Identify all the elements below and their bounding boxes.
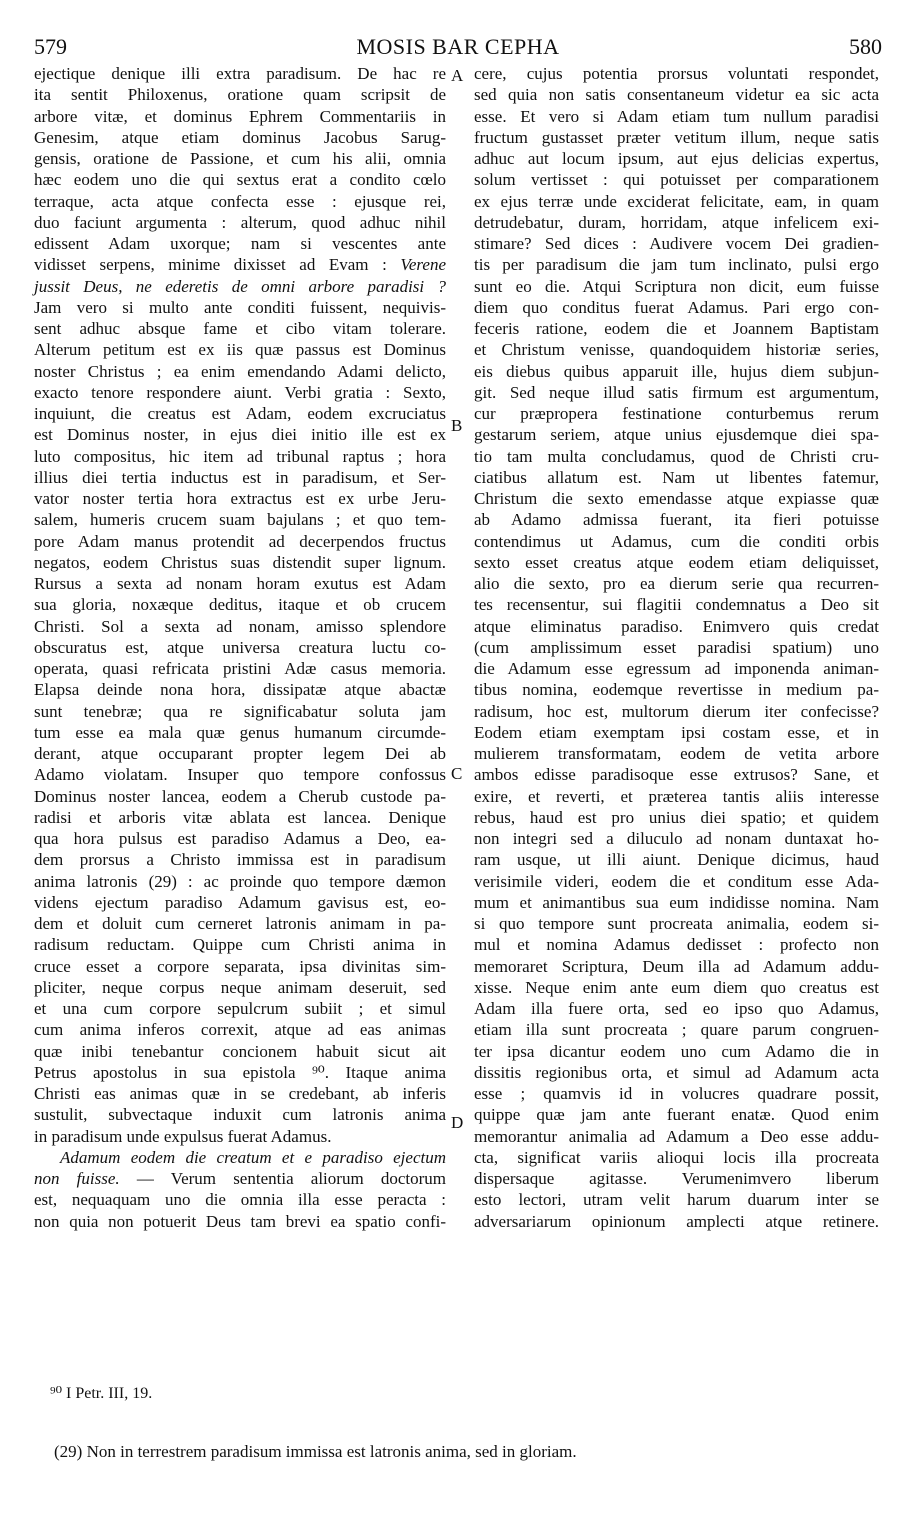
text-line: ex ejus terræ unde exciderat felicitate, eam, in quam	[474, 191, 879, 211]
running-title: MOSIS BAR CEPHA	[356, 34, 560, 59]
text-line: detrudebatur, duram, horridam, atque infelicem exi-	[474, 212, 879, 232]
text-line: Christum die sexto emendasse atque expiasse quæ	[474, 489, 879, 508]
text-line: edissent Adam uxorque; nam si vescentes ante	[34, 234, 446, 253]
text-line: inquiunt, die creatus est Adam, eodem excruciatus	[34, 404, 446, 423]
text-line: est Dominus noster, in ejus diei initio ille est ex	[34, 425, 446, 445]
text-line: cere, cujus potentia prorsus voluntati respondet,	[474, 64, 879, 83]
text-line: pliciter, neque corpus neque animam deseruit, sed	[34, 977, 446, 997]
text-line: etiam illa sunt procreata ; quare parum congruen-	[474, 1020, 879, 1040]
text-line: dispersaque agitasse. Verumenimvero liberum	[474, 1169, 879, 1188]
text-line: radisum, hoc est, multorum dierum iter confecisse?	[474, 701, 879, 721]
text-line-italic: jussit Deus, ne ederetis de omni arbore paradisi ?	[34, 276, 446, 296]
text-line: rebus, haud est pro unius diei spatio; et quidem	[474, 807, 879, 827]
margin-marker-a: A	[451, 66, 464, 85]
text-line: qua hora pulsus est paradiso Adamus a Deo, ea-	[34, 829, 446, 848]
text-line: ter ipsa dicantur eodem uno cum Adamo die in	[474, 1041, 879, 1061]
text-line: in paradisum unde expulsus fuerat Adamus.	[34, 1126, 332, 1146]
text-line: operata, quasi refricata pristini Adæ casus memoria.	[34, 659, 446, 678]
text-line: et Christum venisse, quandoquidem historiæ series,	[474, 340, 879, 360]
footnote-90: ⁹⁰ I Petr. III, 19.	[50, 1385, 153, 1402]
running-header	[34, 34, 882, 60]
text-line: non integri sed a diluculo ad nonam duntaxat ho-	[474, 829, 879, 848]
text-line: Christi. Sol a sexta ad nonam, amisso splendore	[34, 616, 446, 636]
text-line: quippe quæ jam ante fuerant enatæ. Quod enim	[474, 1105, 879, 1125]
right-column	[474, 63, 879, 1232]
text-line: cum anima inferos correxit, atque ad eas animas	[34, 1020, 446, 1040]
text-line: radisum reductam. Quippe cum Christi anima in	[34, 935, 446, 955]
text-line: git. Sed neque illud satis firmum est argumentum,	[474, 382, 879, 402]
text-line: dem prorsus a Christo immissa est in paradisum	[34, 850, 446, 870]
text-line: derant, atque occuparant propter legem Dei ab	[34, 744, 446, 763]
text-line: sua gloria, noxæque deditus, itaque et ob crucem	[34, 595, 446, 615]
text-line: fructum gustasset præter vetitum illum, neque satis	[474, 127, 879, 147]
text-line: luto compositus, hic item ad tribunal raptus ; hora	[34, 446, 446, 466]
text-line: esse. Et vero si Adam etiam tum nullum paradisi	[474, 106, 879, 126]
text-line: Alterum petitum est ex iis quæ passus est Dominus	[34, 340, 446, 360]
text-line: anima latronis (29) : ac proinde quo tempore dæmon	[34, 871, 446, 891]
text-line: (cum amplissimum esset paradisi spatium) uno	[474, 637, 879, 657]
text-line: hæc eodem uno die qui sextus erat a condito cœlo	[34, 170, 446, 190]
text-line: sunt tenebræ; qua re significabatur soluta jam	[34, 701, 446, 721]
text-line: adversariarum opinionum amplecti atque retinere.	[474, 1211, 879, 1231]
text-line: contendimus ut Adamus, cum die conditi orbis	[474, 531, 879, 551]
text-line: xisse. Neque enim ante eum diem quo creatus est	[474, 977, 879, 997]
text-line: tum esse ea mala quæ genus humanum circumde-	[34, 722, 446, 742]
text-line: negatos, eodem Christus suas distendit super lignum.	[34, 552, 446, 572]
text-line: Christi eas animas quæ in se credebant, ab inferis	[34, 1084, 446, 1103]
text-line: ita sentit Philoxenus, oratione quam scripsit de	[34, 85, 446, 105]
text-line: ambos edisse paradisoque esse extrusos? Sane, et	[474, 765, 879, 785]
text-line: esse ; quamvis id in volucres quadrare possit,	[474, 1084, 879, 1103]
text-line: atque eliminatus paradiso. Enimvero quis credat	[474, 616, 879, 636]
quoted-scripture-text: Verene	[400, 255, 446, 275]
text-line: cta, significat variis alioqui locis illa procreata	[474, 1147, 879, 1167]
text-line: ab Adamo admissa fuerant, ita fieri potuisse	[474, 510, 879, 530]
text-line: terraque, acta atque confecta esse : ejusque rei,	[34, 191, 446, 211]
margin-marker-c: C	[451, 764, 463, 783]
text-line: gestarum seriem, atque unius ejusdemque diei spa-	[474, 425, 879, 445]
page-number-left: 579	[34, 34, 67, 59]
text-line: mum et animantibus sua eum indidisse nomina. Nam	[474, 892, 879, 912]
margin-marker-d: D	[451, 1113, 464, 1132]
section-heading-text: non fuisse.	[34, 1169, 120, 1188]
text-line: Petrus apostolus in sua epistola ⁹⁰. Itaque anima	[34, 1062, 446, 1082]
text-line: vator noster tertia hora extractus est ex urbe Jeru-	[34, 489, 446, 508]
text-line: duo faciunt argumenta : alterum, quod adhuc nihil	[34, 212, 446, 232]
text-line: salem, humeris crucem suam bajulans ; et quo tem-	[34, 510, 446, 530]
text-line: dissitis regionibus orta, et simul ad Adamum acta	[474, 1062, 879, 1082]
text-line: alio die sexto, pro ea dierum serie qua recurren-	[474, 574, 879, 593]
text-line: Rursus a sexta ad nonam horam exutus est Adam	[34, 574, 446, 593]
text-line: Genesim, atque etiam dominus Jacobus Sarug-	[34, 127, 446, 147]
text-line: Adamo violatam. Insuper quo tempore confossus	[34, 765, 446, 785]
text-line: adhuc aut locum ipsum, aut ejus delicias expertus,	[474, 149, 879, 168]
text-line: Elapsa deinde nona hora, dissipatæ atque abactæ	[34, 680, 446, 700]
text-line: et una cum corpore sepulcrum subiit ; et simul	[34, 999, 446, 1018]
section-heading-text: Adamum eodem die creatum et e paradiso ejectum	[60, 1147, 446, 1167]
text-line: illius diei tertia inductus est in paradisum, et Ser-	[34, 467, 446, 487]
text-line: ejectique denique illi extra paradisum. De hac re	[34, 64, 446, 83]
text-line: memoraret Scriptura, Deum illa ad Adamum addu-	[474, 956, 879, 976]
text-line: noster Christus ; ea enim emendando Adami delicto,	[34, 361, 446, 381]
text-line: non quia non potuerit Deus tam brevi ea spatio confi-	[34, 1211, 446, 1231]
text-line: gensis, oratione de Passione, et cum his alii, omnia	[34, 149, 446, 168]
text-line: sed quia non satis consentaneum videtur ea sic acta	[474, 85, 879, 105]
text-line: Adam illa fuere orta, sed eo ipso quo Adamus,	[474, 999, 879, 1018]
text-line: quæ inibi tenebantur concionem habuit sicut ait	[34, 1041, 446, 1061]
text-line: sent adhuc absque fame et cibo vitam tolerare.	[34, 319, 446, 338]
text-line: mul et nomina Adamus dedisset : profecto non	[474, 935, 879, 955]
text-line: Jam vero si multo ante conditi fuissent, nequivis-	[34, 297, 446, 317]
text-line: arbore vitæ, et dominus Ephrem Commentariis in	[34, 106, 446, 126]
text-line: est, nequaquam uno die omnia illa esse peracta :	[34, 1190, 446, 1210]
text-line: exacto tenore respondere aiunt. Verbi gratia : Sexto,	[34, 382, 446, 402]
text-line: vidisset serpens, minime dixisset ad Evam : Verene	[34, 255, 446, 275]
text-line: memorantur animalia ad Adamum a Deo esse addu-	[474, 1126, 879, 1146]
text-line: radisi et arboris vitæ ablata est lancea. Denique	[34, 807, 446, 827]
margin-marker-b: B	[451, 416, 463, 435]
text-line: Eodem etiam exemptam ipsi costam esse, et in	[474, 722, 879, 742]
text-line: videns ejectum paradiso Adamum gavisus est, eo-	[34, 892, 446, 912]
text-line: obscuratus est, atque universa creatura luctu co-	[34, 637, 446, 657]
text-line: tes recensentur, sui flagitii condemnatus a Deo sit	[474, 595, 879, 615]
text-line: sexto esset creatus atque eodem etiam deliquisset,	[474, 552, 879, 572]
text-line: non fuisse. — Verum sententia aliorum doctorum	[34, 1169, 446, 1188]
text-line: die Adamum esse egressum ad imponenda animan-	[474, 659, 879, 678]
text-line: si quo tempore sunt procreata animalia, eodem si-	[474, 914, 879, 933]
text-line: eis diebus quibus apparuit ille, hujus diem subjun-	[474, 361, 879, 381]
text-line: esto lectori, utram velit harum duarum inter se	[474, 1190, 879, 1210]
text-line: ciatibus allatum est. Nam ut libentes fatemur,	[474, 467, 879, 487]
section-heading-italic	[34, 1147, 446, 1168]
text-line: mulierem transformatam, eodem de vetita arbore	[474, 744, 879, 763]
text-line: tibus nomina, eodemque revertisse in medium pa-	[474, 680, 879, 700]
text-line: tis per paradisum die jam tum inclinato, pulsi ergo	[474, 255, 879, 275]
text-line: dem et doluit cum cerneret latronis animam in pa-	[34, 914, 446, 933]
text-line: solum vertisset : qui potuisset per comparationem	[474, 170, 879, 190]
text-line: pore Adam manus protendit ad decerpendos fructus	[34, 531, 446, 551]
page-number-right: 580	[849, 34, 882, 59]
text-line: cruce esset a corpore separata, ipsa divinitas sim-	[34, 956, 446, 976]
text-line: sustulit, subvectaque induxit cum latronis anima	[34, 1105, 446, 1125]
text-line: verisimile videri, eodem die et conditum esse Ada-	[474, 871, 879, 891]
text-line: Dominus noster lancea, eodem a Cherub custode pa-	[34, 786, 446, 806]
text-line: sunt eo die. Atqui Scriptura non dicit, eum fuisse	[474, 276, 879, 296]
text-line: exire, et reverti, et præterea tantis aliis interesse	[474, 786, 879, 806]
text-line: stimare? Sed dices : Audivere vocem Dei gradien-	[474, 234, 879, 253]
left-column	[34, 63, 446, 1232]
text-line: cur præpropera festinatione conturbemus rerum	[474, 404, 879, 423]
text-line: diem quo conditus fuerat Adamus. Pari ergo con-	[474, 297, 879, 317]
text-line: ram usque, ut illi aiunt. Denique dicimus, haud	[474, 850, 879, 870]
footnote-29: (29) Non in terrestrem paradisum immissa est latronis anima, sed in gloriam.	[54, 1442, 577, 1461]
text-line: feceris ratione, eodem die et Joannem Baptistam	[474, 319, 879, 338]
text-line: tio tam multa concludamus, quod de Christi cru-	[474, 446, 879, 466]
